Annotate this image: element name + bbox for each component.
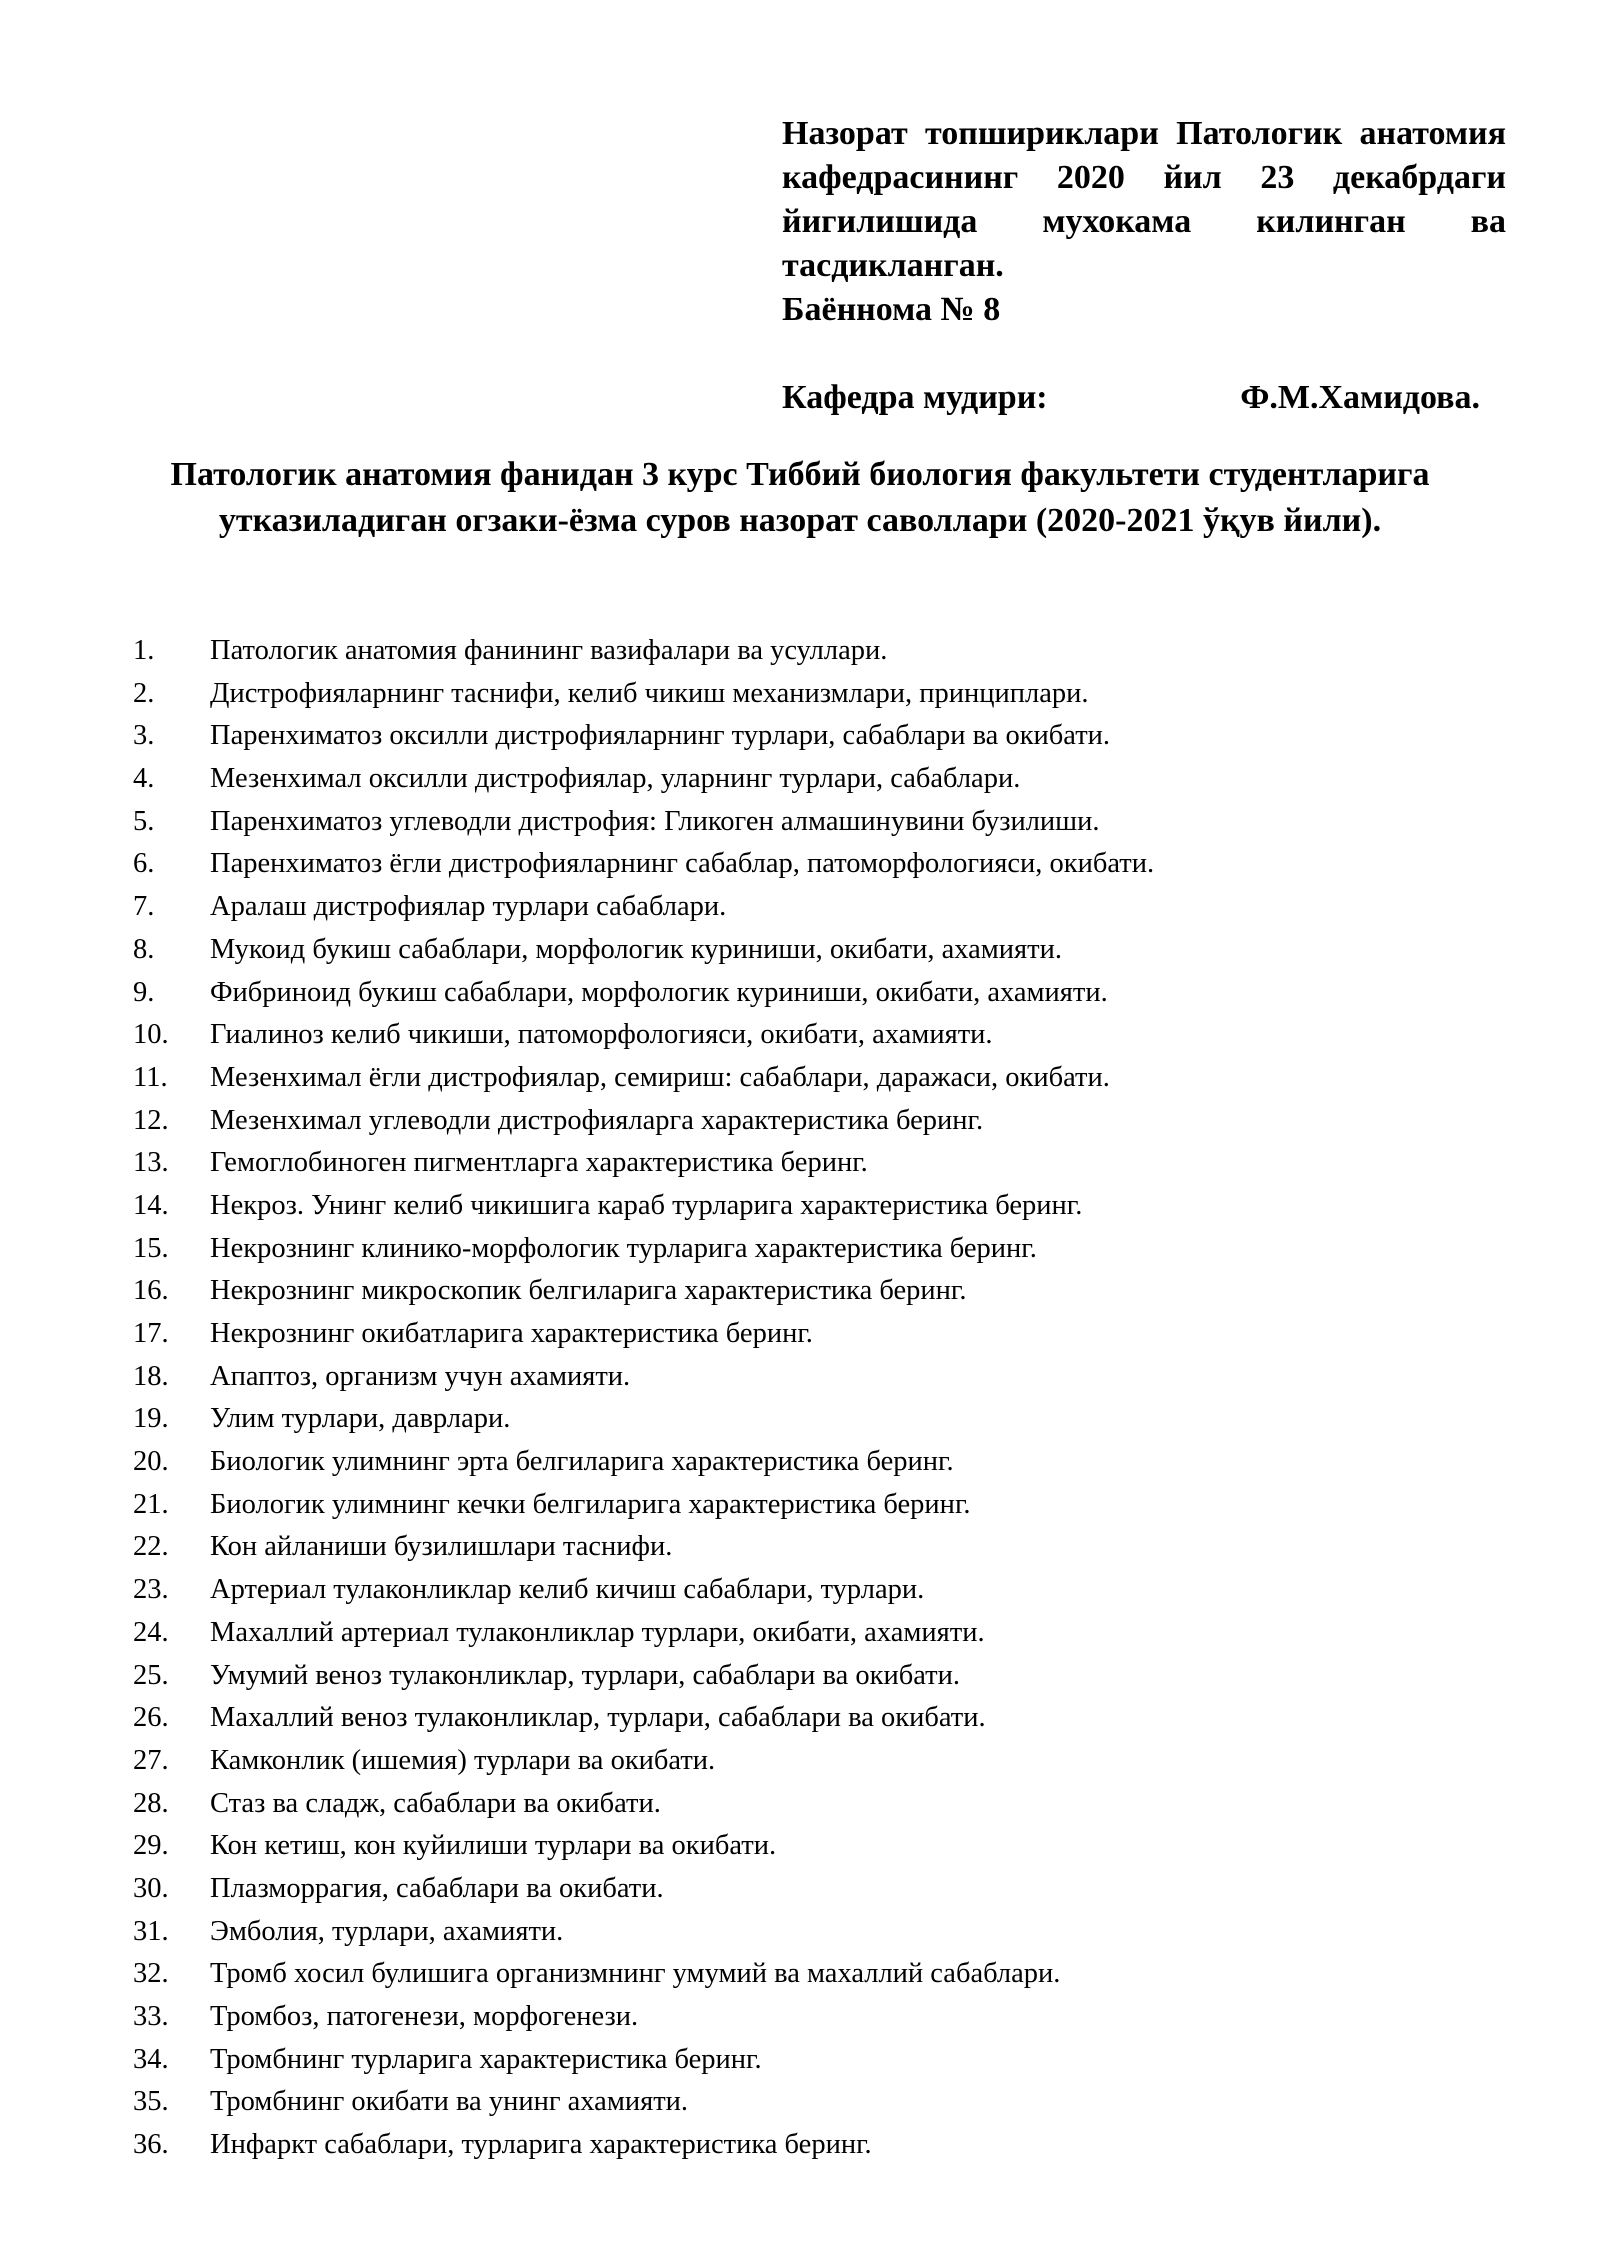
question-number: 7. — [133, 891, 155, 923]
question-number: 36. — [133, 2129, 169, 2161]
question-number: 10. — [133, 1019, 169, 1051]
question-text: Мукоид букиш сабаблари, морфологик куриниши, окибати, ахамияти. — [210, 933, 1062, 965]
question-number: 8. — [133, 933, 155, 965]
question-text: Тромбнинг окибати ва унинг ахамияти. — [210, 2086, 689, 2118]
question-number: 19. — [133, 1403, 169, 1435]
question-number: 25. — [133, 1659, 169, 1691]
department-head-row — [782, 376, 1506, 420]
question-text: Гемоглобиноген пигментларга характеристика беринг. — [210, 1147, 868, 1179]
question-text: Дистрофияларнинг таснифи, келиб чикиш механизмлари, принциплари. — [210, 677, 1089, 709]
question-number: 28. — [133, 1787, 169, 1819]
question-number: 16. — [133, 1275, 169, 1307]
question-text: Патологик анатомия фанининг вазифалари ва усуллари. — [210, 635, 888, 666]
question-text: Некрознинг клинико-морфологик турларига характеристика беринг. — [210, 1232, 1037, 1264]
question-text: Биологик улимнинг эрта белгиларига характеристика беринг. — [210, 1446, 954, 1478]
question-text: Фибриноид букиш сабаблари, морфологик куриниши, окибати, ахамияти. — [210, 976, 1108, 1008]
question-text: Паренхиматоз углеводли дистрофия: Гликоген алмашинувини бузилиши. — [210, 805, 1100, 837]
question-text: Инфаркт сабаблари, турларига характеристика беринг. — [210, 2129, 872, 2161]
question-number: 24. — [133, 1616, 169, 1648]
question-number: 9. — [133, 976, 155, 1008]
question-number: 12. — [133, 1104, 169, 1136]
question-number: 6. — [133, 848, 155, 880]
question-number: 5. — [133, 805, 155, 837]
department-head-label: Кафедра мудири: — [782, 379, 1048, 416]
protocol-number: Баённома № 8 — [782, 291, 1001, 328]
question-text: Некрознинг окибатларига характеристика беринг. — [210, 1318, 813, 1349]
question-number: 33. — [133, 2001, 169, 2032]
question-number: 35. — [133, 2086, 169, 2118]
question-number: 26. — [133, 1702, 169, 1734]
question-text: Мезенхимал оксилли дистрофиялар, уларнинг турлари, сабаблари. — [210, 763, 1021, 795]
question-text: Махаллий артериал тулаконликлар турлари, окибати, ахамияти. — [210, 1616, 985, 1648]
question-number: 22. — [133, 1531, 169, 1563]
question-text: Кон кетиш, кон куйилиши турлари ва окибати. — [210, 1830, 777, 1862]
question-text: Плазморрагия, сабаблари ва окибати. — [210, 1872, 664, 1904]
question-text: Артериал тулаконликлар келиб кичиш сабаблари, турлари. — [210, 1574, 925, 1606]
question-text: Гиалиноз келиб чикиши, патоморфологияси, окибати, ахамияти. — [210, 1019, 993, 1051]
question-number: 29. — [133, 1830, 169, 1862]
question-text: Некроз. Унинг келиб чикишига караб турларига характеристика беринг. — [210, 1189, 1083, 1221]
document-title: Патологик анатомия фанидан 3 курс Тиббий биология факультети студентларига утказиладиган огзаки-ёзма суров назорат саволлари (2020-2021 ўқув йили). — [170, 456, 1430, 539]
question-text: Апаптоз, организм учун ахамияти. — [210, 1360, 631, 1392]
question-number: 34. — [133, 2043, 169, 2075]
question-number: 4. — [133, 763, 155, 795]
question-text: Тромб хосил булишига организмнинг умумий ва махаллий сабаблари. — [210, 1958, 1061, 1990]
question-number: 2. — [133, 677, 155, 709]
question-number: 13. — [133, 1147, 169, 1179]
question-text: Тромбнинг турларига характеристика беринг. — [210, 2043, 762, 2075]
question-text: Умумий веноз тулаконликлар, турлари, сабаблари ва окибати. — [210, 1659, 960, 1691]
approval-block — [782, 112, 1506, 420]
question-number: 1. — [133, 635, 155, 666]
question-number: 14. — [133, 1189, 169, 1221]
question-number: 23. — [133, 1574, 169, 1606]
question-text: Некрознинг микроскопик белгиларига характеристика беринг. — [210, 1275, 967, 1307]
question-text: Биологик улимнинг кечки белгиларига характеристика беринг. — [210, 1488, 971, 1520]
question-number: 27. — [133, 1744, 169, 1776]
question-number: 18. — [133, 1360, 169, 1392]
question-text: Махаллий веноз тулаконликлар, турлари, сабаблари ва окибати. — [210, 1702, 986, 1734]
question-text: Мезенхимал углеводли дистрофияларга характеристика беринг. — [210, 1104, 984, 1136]
department-head-name: Ф.М.Хамидова. — [1240, 379, 1480, 416]
question-number: 3. — [133, 720, 155, 752]
question-number: 20. — [133, 1446, 169, 1478]
question-number: 32. — [133, 1958, 169, 1990]
question-text: Стаз ва сладж, сабаблари ва окибати. — [210, 1787, 661, 1819]
question-text: Паренхиматоз ёгли дистрофияларнинг сабаблар, патоморфологияси, окибати. — [210, 848, 1155, 880]
question-text: Кон айланиши бузилишлари таснифи. — [210, 1531, 673, 1563]
question-text: Эмболия, турлари, ахамияти. — [210, 1915, 564, 1947]
question-number: 21. — [133, 1488, 169, 1520]
approval-text: Назорат топшириклари Патологик анатомия кафедрасининг 2020 йил 23 декабрдаги йигилишида мухокама килинган ва тасдикланган. — [782, 115, 1506, 284]
question-text: Паренхиматоз оксилли дистрофияларнинг турлари, сабаблари ва окибати. — [210, 720, 1111, 752]
question-text: Улим турлари, даврлари. — [210, 1403, 511, 1435]
question-number: 31. — [133, 1915, 169, 1947]
question-text: Мезенхимал ёгли дистрофиялар, семириш: сабаблари, даражаси, окибати. — [210, 1061, 1110, 1093]
question-number: 11. — [133, 1061, 168, 1093]
question-number: 30. — [133, 1872, 169, 1904]
question-number: 15. — [133, 1232, 169, 1264]
question-text: Аралаш дистрофиялар турлари сабаблари. — [210, 891, 727, 923]
question-text: Тромбоз, патогенези, морфогенези. — [210, 2001, 639, 2032]
question-number: 17. — [133, 1318, 169, 1349]
question-text: Камконлик (ишемия) турлари ва окибати. — [210, 1744, 716, 1776]
